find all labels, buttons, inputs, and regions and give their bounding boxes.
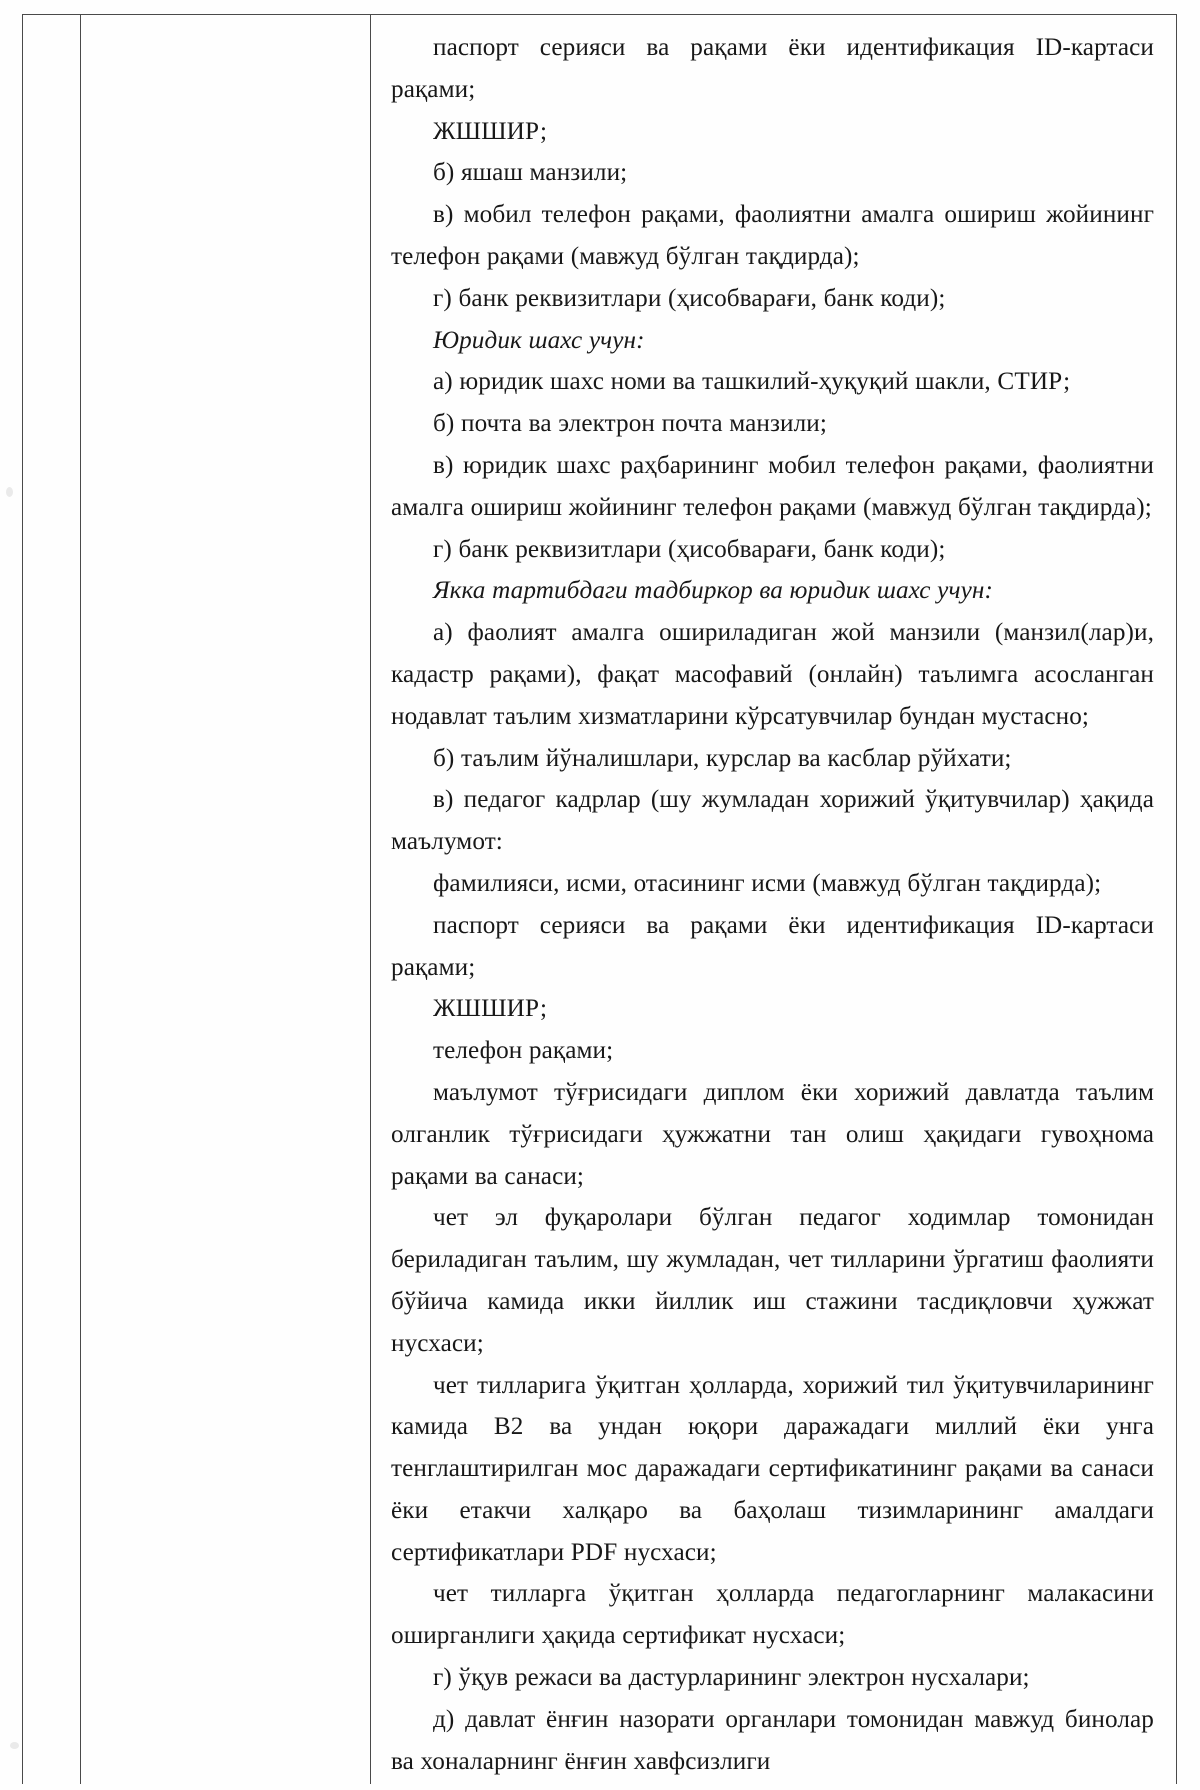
document-table — [22, 14, 1177, 1784]
body-paragraph: чет эл фуқаролари бўлган педагог ходимлар томонидан бериладиган таълим, шу жумладан, чет тилларини ўргатиш фаолияти бўйича камида икки йиллик иш стажини тасдиқловчи ҳужжат нусхаси; — [391, 1204, 1154, 1357]
body-paragraph: г) ўқув режаси ва дастурларининг электрон нусхалари; — [433, 1664, 1030, 1692]
body-paragraph: в) педагог кадрлар (шу жумладан хорижий ўқитувчилар) ҳақида маълумот: — [391, 786, 1154, 856]
scan-artifact — [10, 1742, 19, 1749]
body-paragraph: в) юридик шахс раҳбарининг мобил телефон рақами, фаолиятни амалга ошириш жойининг телефон рақами (мавжуд бўлган тақдирда); — [391, 451, 1154, 521]
body-paragraph: г) банк реквизитлари (ҳисобварағи, банк коди); — [433, 535, 946, 563]
body-paragraph: чет тилларига ўқитган ҳолларда, хорижий тил ўқитувчиларининг камида B2 ва ундан юқори даражадаги миллий ёки унга тенглаштирилган мос даражадаги сертификатининг рақами ва санаси ёки етакчи халқаро ва баҳолаш тизимларининг амалдаги сертификатлари PDF нусхаси; — [391, 1371, 1154, 1566]
body-paragraph: Якка тартибдаги тадбиркор ва юридик шахс учун: — [433, 577, 993, 605]
body-paragraph: паспорт серияси ва рақами ёки идентификация ID-картаси рақами; — [391, 911, 1154, 981]
body-paragraph: б) почта ва электрон почта манзили; — [433, 410, 827, 438]
table-column-number — [23, 15, 81, 1784]
body-paragraph: а) юридик шахс номи ва ташкилий-ҳуқуқий шакли, СТИР; — [433, 368, 1071, 396]
body-paragraph: чет тилларга ўқитган ҳолларда педагогларнинг малакасини оширганлиги ҳақида сертификат нусхаси; — [391, 1580, 1154, 1650]
body-paragraph: фамилияси, исми, отасининг исми (мавжуд бўлган тақдирда); — [433, 869, 1102, 897]
body-paragraph: д) давлат ёнғин назорати органлари томонидан мавжуд бинолар ва хоналарнинг ёнғин хавфсизлиги — [391, 1705, 1154, 1775]
body-paragraph: а) фаолият амалга ошириладиган жой манзили (манзил(лар)и, кадастр рақами), фақат масофавий (онлайн) таълимга асосланган нодавлат таълим хизматларини кўрсатувчилар бундан мустасно; — [391, 619, 1154, 730]
body-paragraph: г) банк реквизитлари (ҳисобварағи, банк коди); — [433, 284, 946, 312]
body-paragraph: ЖШШИР; — [433, 995, 548, 1023]
body-paragraph: маълумот тўғрисидаги диплом ёки хорижий давлатда таълим олганлик тўғрисидаги ҳужжатни тан олиш ҳақидаги гувоҳнома рақами ва санаси; — [391, 1078, 1154, 1190]
body-paragraph: телефон рақами; — [433, 1037, 614, 1065]
body-paragraph: б) таълим йўналишлари, курслар ва касблар рўйхати; — [433, 744, 1012, 772]
table-column-label — [81, 15, 371, 1784]
body-paragraph: паспорт серияси ва рақами ёки идентификация ID-картаси рақами; — [391, 34, 1154, 103]
body-paragraph: в) мобил телефон рақами, фаолиятни амалга ошириш жойининг телефон рақами (мавжуд бўлган тақдирда); — [391, 201, 1154, 270]
body-paragraph: б) яшаш манзили; — [433, 159, 628, 187]
table-column-body — [371, 15, 1176, 1784]
body-paragraph: Юридик шахс учун: — [433, 326, 645, 354]
body-paragraph: ЖШШИР; — [433, 117, 548, 145]
scan-artifact — [6, 487, 13, 497]
